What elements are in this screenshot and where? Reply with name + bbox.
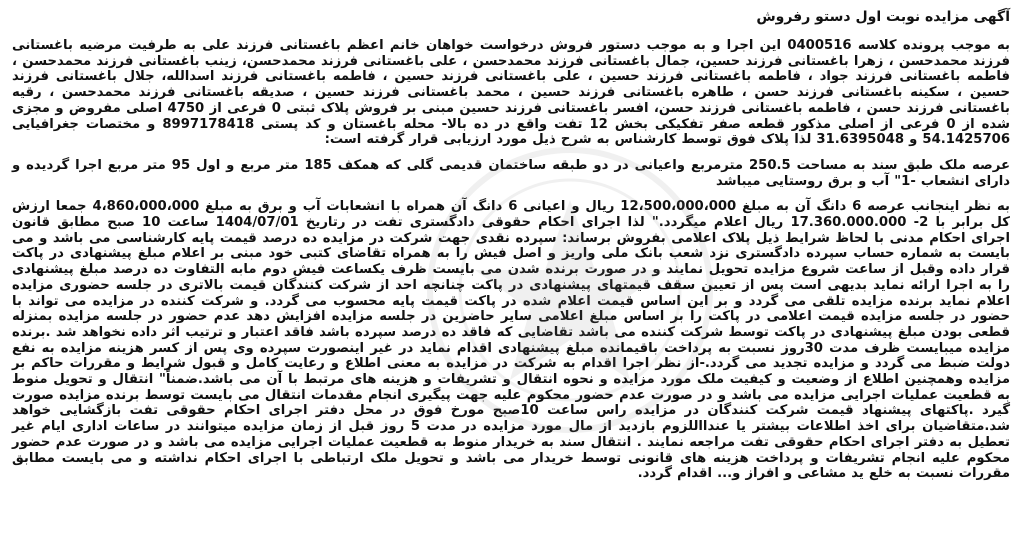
notice-title: آگهی مزایده نوبت اول دستو رفروش [756, 9, 1010, 25]
notice-paragraph-intro: به موجب پرونده کلاسه 0400516 این اجرا و به موجب دستور فروش درخواست خواهان خانم اعظم باغستانی فرزند علی به طرفیت مرضیه باغستانی فرزند محمدحسن ، زهرا باغستانی فرزند حسین، جمال باغستانی فرزند محمدحسن ، علی باغستانی فرزند محمدحسن، زینب باغستانی فرزند محمدحسن ، فاطمه باغستانی فرزند جواد ، فاطمه باغستانی فرزند حسین ، علی باغستانی فرزند حسین ، فاطمه باغستانی فرزند اسدالله، جلال باغستانی فرزند حسین ، سکینه باغستانی فرزند حسن ، طاهره باغستانی فرزند حسین ، محمد باغستانی فرزند حسین ، صدیقه باغستانی فرزند محمدحسن ، رقیه باغستانی فرزند حسن ، فاطمه باغستانی فرزند حسن، افسر باغستانی فرزند حسین مبنی بر فروش پلاک ثبتی 0 فرعی از 4750 اصلی مفروض و مجزی شده از 0 فرعی از اصلی مذکور قطعه صفر تفکیکی بخش 12 تفت واقع در ده بالا- محله باغستان و کد پستی 8997178418 و مختصات جغرافیایی 54.1425706 و 31.6395048 لذا پلاک فوق توسط کارشناس به شرح ذیل مورد ارزیابی قرار گرفته است: [12, 38, 1011, 148]
notice-paragraph-terms: به نظر اینجانب عرصه 6 دانگ آن به مبلغ 12،500،000،000 ریال و اعیانی 6 دانگ آن همراه با انشعابات آب و برق به مبلغ 4،860،000،000 جمعا ارزش کل برابر با 2- 17.360.000.000 ریال اعلام میگردد." لذا اجرای احکام حقوقی دادگستری تفت در رتاریخ 1404/07/01 ساعت 10 صبح مطابق قانون اجرای احکام مدنی با لحاظ شرایط ذیل پلاک اعلامی بفروش برساند: سپرده نقدی جهت شرکت در مزایده ده درصد قیمت پایه کارشناسی می باشد و می بایست به شماره حساب سپرده دادگستری نزد شعب بانک ملی واریز و اصل فیش را به همراه تقاضای کتبی خود مبنی بر اعلام مبلغ پیشنهادی در پاکت قرار داده وقبل از ساعت شروع مزایده تحویل نمایند و در صورت برنده شدن می بایست ظرف یکساعت فیش دوم مابه التفاوت ده درصد مبلغ پیشنهادی را به اجرا ارائه نماید بدیهی است پس از تعیین سقف قیمتهای پیشنهادی در پاکت چنانچه احد از شرکت کنندگان قیمت بالاتری در جلسه حضوری مزایده اعلام نماید برنده مزایده تلقی می گردد و بر این اساس قیمت اعلام شده در پاکت قیمت پایه محسوب می گردد. و شرکت کننده در مزایده می تواند با حضور در جلسه مزایده قیمت اعلامی در پاکت را بر اساس مبلغ اعلامی سایر حاضرین در جلسه مزایده افزایش دهد عدم حضور در جلسه مزایده بمنزله قطعی بودن مبلغ پیشنهادی در پاکت توسط شرکت کننده می باشد تقاضایی که فاقد ده درصد سپرده باشد فاقد اعتبار و ترتیب اثر داده نخواهد شد .برنده مزایده میبایست ظرف مدت 30روز نسبت به پرداخت باقیمانده مبلغ پیشنهادی اقدام نماید در غیر اینصورت سپرده وی پس از کسر هزینه مزایده به نفع دولت ضبط می گردد و مزایده تجدید می گردد.-از نظر اجرا اقدام به شرکت در مزایده به معنی اطلاع و رعایت کامل و قبول شرایط و مقررات حاکم بر مزایده وهمچنین اطلاع از وضعیت و کیفیت ملک مورد مزایده و نحوه انتقال و تشریفات و هزینه های مرتبط با آن می باشد.ضمناً" انتقال و تحویل منوط به قطعیت عملیات اجرایی مزایده می باشد و در صورت عدم حضور محکوم علیه جهت پیگیری انجام مقدمات انتقال می بایست توسط برنده مزایده صورت گیرد .پاکتهای پیشنهاد قیمت شرکت کنندگان در مزایده راس ساعت 10صبح مورخ فوق در محل دفتر اجرای احکام حقوقی تفت بازگشایی خواهد شد.متقاضیان برای اخذ اطلاعات بیشتر یا عندااللزوم بازدید از مال مورد مزایده در مدت 5 روز قبل از زمان مزایده میتوانند در ساعات اداری ایام غیر تعطیل به دفتر اجرای احکام حقوقی تفت مراجعه نمایند . انتقال سند به خریدار منوط به قطعیت عملیات اجرایی مزایده می باشد و در صورت عدم حضور محکوم علیه انجام تشریفات و پرداخت هزینه های قانونی توسط خریدار می باشد و تحویل ملک ارتباطی با اجرای احکام نداشته و می بایست مطابق مقررات نسبت به خلع ید مشاعی و افراز و... اقدام گردد. [12, 199, 1010, 482]
notice-paragraph-property: عرصه ملک طبق سند به مساحت 250.5 مترمربع واعیانی در دو طبقه ساختمان قدیمی گلی که همکف 185 متر مربع و اول 95 متر مربع اجرا گردیده و دارای انشعاب -1" آب و برق روستایی میباشد [12, 157, 1010, 189]
